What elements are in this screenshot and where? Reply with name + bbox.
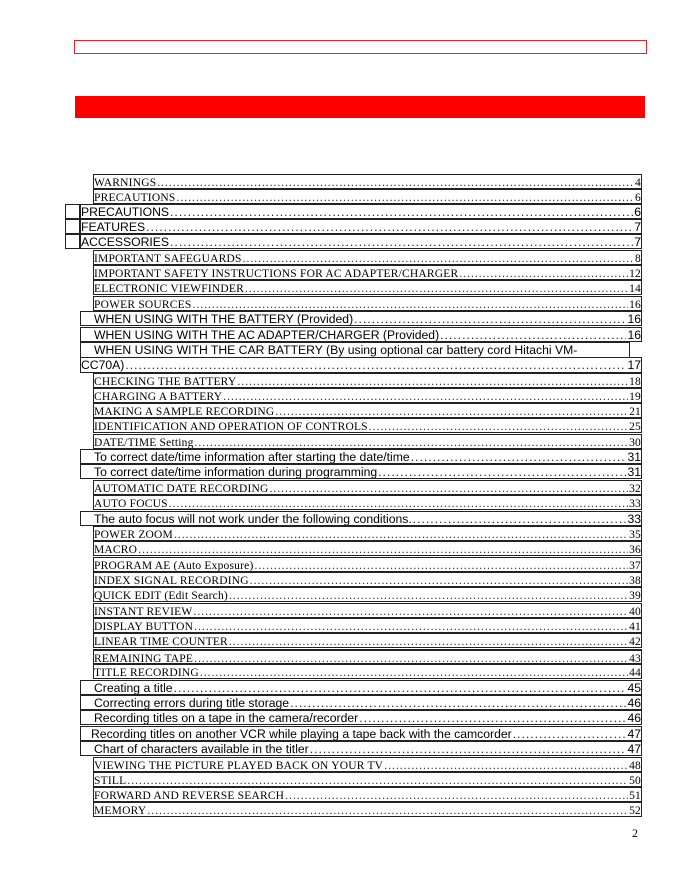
toc-entry-display-button[interactable] bbox=[93, 618, 642, 633]
toc-entry-recording-titles-vcr[interactable] bbox=[80, 726, 642, 741]
toc-entry-page: 7 bbox=[634, 220, 641, 234]
toc-entry-page: 31 bbox=[627, 450, 641, 464]
toc-entry-program-ae[interactable] bbox=[93, 557, 642, 572]
toc-entry-battery[interactable] bbox=[80, 311, 642, 326]
toc-entry-creating-title[interactable] bbox=[80, 680, 642, 695]
header-red-bar bbox=[75, 96, 645, 118]
toc-entry-car-battery[interactable] bbox=[80, 342, 642, 373]
toc-entry-chart-of-characters[interactable] bbox=[80, 741, 642, 756]
toc-bullet-box bbox=[65, 219, 80, 234]
toc-entry-page: 14 bbox=[629, 283, 641, 295]
toc-entry-page: 6 bbox=[634, 205, 641, 219]
toc-entry-page: 40 bbox=[629, 606, 641, 618]
toc-entry-page: 31 bbox=[627, 465, 641, 479]
toc-entry-viewing-on-tv[interactable] bbox=[93, 757, 642, 772]
toc-entry-title: PRECAUTIONS bbox=[81, 205, 170, 219]
toc-entry-title: DATE/TIME Setting bbox=[94, 437, 194, 449]
toc-entry-title: Recording titles on a tape in the camera/recorder bbox=[94, 711, 359, 725]
toc-entry-page: 6 bbox=[635, 192, 641, 204]
toc-entry-date-time[interactable] bbox=[93, 434, 642, 449]
toc-entry-title: Chart of characters available in the titler bbox=[94, 742, 309, 756]
toc-entry-macro[interactable] bbox=[93, 541, 642, 556]
toc-entry-page: 45 bbox=[627, 681, 641, 695]
toc-entry-page: 7 bbox=[634, 235, 641, 249]
toc-entry-page: 47 bbox=[627, 742, 641, 756]
toc-entry-page: 52 bbox=[629, 805, 641, 817]
toc-entry-page: 19 bbox=[629, 391, 641, 403]
toc-entry-forward-reverse-search[interactable] bbox=[93, 787, 642, 802]
toc-entry-precautions[interactable] bbox=[93, 189, 642, 204]
toc-entry-page: 48 bbox=[629, 760, 641, 772]
toc-entry-title-recording[interactable] bbox=[93, 664, 642, 679]
toc-entry-page: 44 bbox=[629, 667, 641, 679]
toc-entry-title: WHEN USING WITH THE BATTERY (Provided) bbox=[94, 312, 354, 326]
toc-entry-page: 8 bbox=[635, 253, 641, 265]
toc-entry-title: INSTANT REVIEW bbox=[94, 606, 193, 618]
toc-entry-page: 17 bbox=[627, 358, 641, 372]
toc-entry-page: 33 bbox=[629, 498, 641, 510]
toc-entry-page: 41 bbox=[629, 621, 641, 633]
toc-entry-title: MEMORY bbox=[94, 805, 147, 817]
toc-entry-page: 25 bbox=[629, 421, 641, 433]
toc-entry-title: POWER ZOOM bbox=[94, 529, 173, 541]
toc-entry-warnings[interactable] bbox=[93, 174, 642, 189]
toc-bullet-box bbox=[65, 204, 80, 219]
toc-entry-page: 12 bbox=[629, 268, 641, 280]
toc-entry-title: To correct date/time information after starting the date/time bbox=[94, 450, 410, 464]
toc-entry-title-line1: WHEN USING WITH THE CAR BATTERY (By using optional car battery cord Hitachi VM- bbox=[80, 342, 630, 357]
toc-entry-index-signal[interactable] bbox=[93, 572, 642, 587]
toc-entry-title: AUTO FOCUS bbox=[94, 498, 168, 510]
toc-entry-correct-date-after[interactable] bbox=[80, 449, 642, 464]
toc-entry-title: MAKING A SAMPLE RECORDING bbox=[94, 406, 275, 418]
toc-entry-page: 35 bbox=[629, 529, 641, 541]
toc-entry-auto-focus[interactable] bbox=[93, 495, 642, 510]
toc-entry-page: 37 bbox=[629, 560, 641, 572]
toc-entry-page: 4 bbox=[635, 177, 641, 189]
toc-entry-features[interactable] bbox=[80, 219, 642, 234]
toc-entry-instant-review[interactable] bbox=[93, 603, 642, 618]
toc-entry-title: POWER SOURCES bbox=[94, 299, 192, 311]
toc-entry-sample-recording[interactable] bbox=[93, 403, 642, 418]
toc-entry-title: PRECAUTIONS bbox=[94, 192, 176, 204]
toc-entry-auto-date[interactable] bbox=[93, 480, 642, 495]
toc-entry-page: 30 bbox=[629, 437, 641, 449]
toc-entry-power-sources[interactable] bbox=[93, 296, 642, 311]
toc-entry-page: 18 bbox=[629, 376, 641, 388]
toc-entry-important-safeguards[interactable] bbox=[93, 250, 642, 265]
toc-entry-title: QUICK EDIT (Edit Search) bbox=[94, 590, 228, 602]
toc-bullet-box bbox=[65, 234, 80, 249]
toc-entry-title: MACRO bbox=[94, 544, 138, 556]
toc-entry-title: PROGRAM AE (Auto Exposure) bbox=[94, 560, 254, 572]
toc-entry-page: 36 bbox=[629, 544, 641, 556]
toc-entry-charging-battery[interactable] bbox=[93, 388, 642, 403]
toc-entry-page: 16 bbox=[627, 328, 641, 342]
page-number: 2 bbox=[632, 826, 638, 840]
toc-entry-title: IDENTIFICATION AND OPERATION OF CONTROLS bbox=[94, 421, 368, 433]
toc-entry-title: Correcting errors during title storage bbox=[94, 696, 290, 710]
toc-entry-precautions-main[interactable] bbox=[80, 204, 642, 219]
toc-entry-page: 46 bbox=[627, 711, 641, 725]
toc-entry-title: CHECKING THE BATTERY bbox=[94, 376, 237, 388]
toc-entry-title: AUTOMATIC DATE RECORDING bbox=[94, 483, 269, 495]
toc-entry-correct-date-during[interactable] bbox=[80, 464, 642, 479]
toc-entry-checking-battery[interactable] bbox=[93, 373, 642, 388]
toc-entry-page: 46 bbox=[627, 696, 641, 710]
toc-entry-title: IMPORTANT SAFEGUARDS bbox=[94, 253, 242, 265]
toc-entry-page: 16 bbox=[629, 299, 641, 311]
toc-entry-ac-adapter[interactable] bbox=[80, 327, 642, 342]
toc-entry-safety-instructions[interactable] bbox=[93, 265, 642, 280]
toc-entry-page: 33 bbox=[627, 512, 641, 526]
toc-entry-title: WARNINGS bbox=[94, 177, 157, 189]
toc-entry-still[interactable] bbox=[93, 772, 642, 787]
toc-entry-power-zoom[interactable] bbox=[93, 526, 642, 541]
toc-entry-title: IMPORTANT SAFETY INSTRUCTIONS FOR AC ADAPTER/CHARGER bbox=[94, 268, 459, 280]
toc-entry-title: LINEAR TIME COUNTER bbox=[94, 636, 228, 648]
toc-entry-title: The auto focus will not work under the following conditions. bbox=[94, 512, 412, 526]
toc-entry-title: FORWARD AND REVERSE SEARCH bbox=[94, 790, 285, 802]
toc-entry-title: FEATURES bbox=[81, 220, 146, 234]
toc-entry-title: WHEN USING WITH THE AC ADAPTER/CHARGER (Provided) bbox=[94, 328, 440, 342]
toc-entry-page: 38 bbox=[629, 575, 641, 587]
toc-entry-title: To correct date/time information during programming bbox=[94, 465, 378, 479]
toc-entry-page: 50 bbox=[629, 775, 641, 787]
toc-entry-electronic-viewfinder[interactable] bbox=[93, 280, 642, 295]
toc-entry-title: ELECTRONIC VIEWFINDER bbox=[94, 283, 244, 295]
toc-entry-title: REMAINING TAPE bbox=[94, 653, 194, 664]
toc-entry-correcting-errors[interactable] bbox=[80, 695, 642, 710]
toc-entry-page: 51 bbox=[629, 790, 641, 802]
toc-entry-title: ACCESSORIES bbox=[81, 235, 170, 249]
toc-entry-page: 21 bbox=[629, 406, 641, 418]
toc-entry-memory[interactable] bbox=[93, 802, 642, 817]
toc-entry-page: 39 bbox=[629, 590, 641, 602]
toc-entry-page: 42 bbox=[629, 636, 641, 648]
toc-entry-remaining-tape[interactable] bbox=[93, 649, 642, 664]
toc-entry-recording-titles-camera[interactable] bbox=[80, 710, 642, 725]
toc-entry-title: Creating a title bbox=[94, 681, 173, 695]
toc-entry-quick-edit[interactable] bbox=[93, 587, 642, 602]
toc-entry-page: 43 bbox=[629, 653, 641, 664]
toc-entry-title: TITLE RECORDING bbox=[94, 667, 199, 679]
toc-entry-accessories[interactable] bbox=[80, 234, 642, 249]
toc-entry-title: CHARGING A BATTERY bbox=[94, 391, 223, 403]
toc-entry-controls[interactable] bbox=[93, 418, 642, 433]
toc-entry-page: 32 bbox=[629, 483, 641, 495]
header-frame bbox=[74, 40, 647, 54]
toc-entry-auto-focus-conditions[interactable] bbox=[80, 511, 642, 526]
toc-entry-page: 47 bbox=[627, 727, 641, 741]
toc-entry-title: Recording titles on another VCR while playing a tape back with the camcorder bbox=[91, 727, 512, 741]
toc-entry-title: STILL bbox=[94, 775, 127, 787]
toc-entry-linear-time-counter[interactable] bbox=[93, 633, 642, 648]
toc-entry-page: 16 bbox=[627, 312, 641, 326]
toc-entry-title-line2: CC70A) bbox=[81, 358, 125, 372]
toc-entry-title: DISPLAY BUTTON bbox=[94, 621, 194, 633]
toc-entry-title: INDEX SIGNAL RECORDING bbox=[94, 575, 249, 587]
toc-entry-title: VIEWING THE PICTURE PLAYED BACK ON YOUR TV bbox=[94, 760, 384, 772]
